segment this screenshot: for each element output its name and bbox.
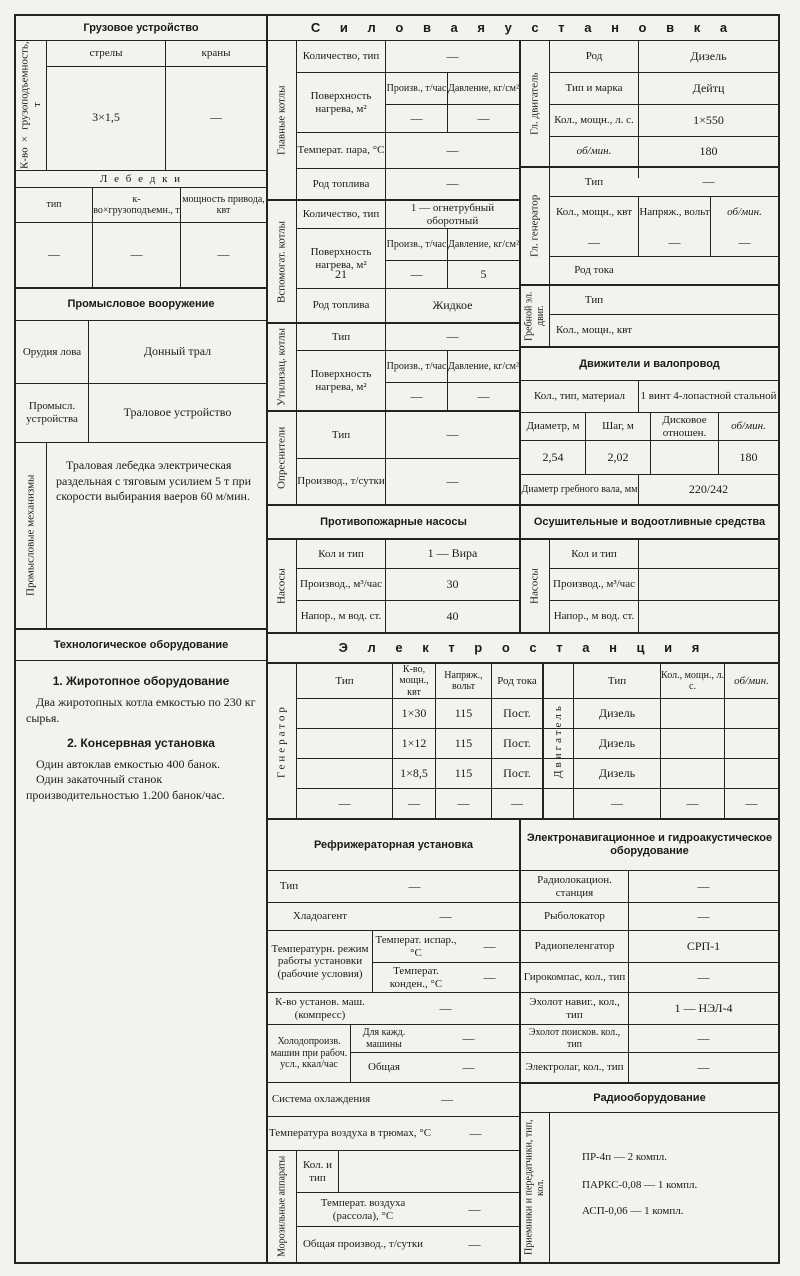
fire-pumps-label: Насосы [275, 568, 288, 604]
es-row2-volt: 115 [454, 735, 473, 750]
tech-heading-2: 2. Консервная установка [67, 736, 215, 750]
desal-prod-value: — [446, 473, 459, 488]
es-eng-rpm-header: об/мин. [734, 674, 769, 687]
winch-type-header: тип [46, 199, 62, 211]
cargo-booms-value: 3×1,5 [92, 110, 120, 125]
ab-qty-label: Количество, тип [302, 208, 380, 221]
mb-temp-label: Температ. пара, °С [297, 144, 385, 157]
winch-power-header: мощность привода, квт [182, 193, 265, 216]
mb-qty-label: Количество, тип [302, 50, 380, 63]
gen-type-label: Тип [584, 175, 604, 188]
refrig-evap-value: — [483, 938, 496, 953]
nav-echo-label: Эхолот навиг., кол., тип [529, 995, 620, 1021]
cargo-title: Грузовое устройство [83, 21, 199, 34]
mb-temp-value: — [446, 142, 459, 157]
es-row2-current: Пост. [503, 735, 531, 750]
fire-head-value: 40 [446, 608, 459, 623]
engine-rpm-value: 180 [699, 143, 718, 158]
ub-press-header: Давление, кг/см² [448, 360, 519, 372]
refrig-hold-value: — [469, 1125, 482, 1140]
util-boilers-label: Утилизац. котлы [275, 327, 288, 407]
refrig-mode-label: Температурн. режим работы установки (рабочие условия) [271, 942, 369, 980]
es-row3-current: Пост. [503, 765, 531, 780]
cargo-cranes-value: — [210, 110, 222, 125]
prop-motor-label: Гребной эл. двиг. [523, 291, 546, 341]
fishing-mech-text: Траловая лебедка электрическая раздельная с тяговым усилием 5 т при скорости выбирания ваеров 60 м/мин. [56, 458, 252, 504]
engine-model-label: Тип и марка [565, 82, 623, 95]
aux-boilers-label: Вспомогат. котлы [275, 220, 288, 303]
es-row1-current: Пост. [503, 705, 531, 720]
winch-type-value: — [48, 247, 60, 262]
nav-fish-label: Рыболокатор [544, 910, 605, 923]
prop-rpm-header: об/мин. [731, 420, 766, 433]
gen-qty-header: Кол., мощн., квт [555, 206, 633, 219]
refrig-each-label: Для кажд. машины [362, 1027, 406, 1050]
es-type-header: Тип [335, 674, 354, 687]
nav-gyro-label: Гирокомпас, кол., тип [523, 971, 626, 984]
ub-surface-label: Поверхность нагрева, м² [310, 367, 372, 393]
refrig-agent-label: Хладоагент [292, 910, 348, 923]
es-row1-engine: Дизель [598, 705, 636, 720]
shaft-diam-label: Диаметр гребного вала, мм [521, 483, 638, 495]
refrig-type-value: — [408, 878, 421, 893]
es-row3-engine: Дизель [598, 765, 636, 780]
es-row4-eqty: — [686, 795, 699, 810]
engine-model-value: Дейтц [692, 80, 725, 95]
winch-qty-header: к-во×грузоподъемн., т [93, 193, 180, 216]
es-eng-type-header: Тип [607, 674, 627, 687]
nav-rdf-value: СРП-1 [686, 938, 721, 953]
gen-rpm-header: об/мин. [727, 206, 762, 219]
prop-qty-value: 1 винт 4-лопастной стальной [640, 390, 777, 403]
power-title: С и л о в а я у с т а н о в к а [310, 19, 736, 35]
mb-prod-value: — [410, 110, 423, 125]
cargo-col-cranes: краны [201, 47, 231, 60]
generator-label: Генератор [275, 704, 288, 778]
refrig-hold-label: Температура воздуха в трюмах, °С [268, 1127, 432, 1140]
fire-prod-value: 30 [446, 576, 459, 591]
fire-prod-label: Производ., м³/час [300, 578, 382, 591]
ab-fuel-value: Жидкое [432, 297, 473, 312]
mb-qty-value: — [446, 48, 459, 63]
prop-rpm-value: 180 [739, 449, 758, 464]
prop-qty-label: Кол., тип, материал [534, 390, 625, 403]
nav-radar-value: — [697, 878, 710, 893]
propulsion-title: Движители и валопровод [579, 357, 720, 370]
nav-echo-value: 1 — НЭЛ-4 [674, 1000, 733, 1015]
fishing-devices-value: Траловое устройство [123, 405, 232, 420]
nav-log-value: — [697, 1059, 710, 1074]
nav-title: Электронавигационное и гидроакустическое оборудование [526, 832, 773, 857]
refrig-evap-label: Температ. испар., °С [375, 933, 457, 959]
engine-power-value: 1×550 [693, 112, 724, 127]
refrig-cond-label: Температ. конден., °С [389, 964, 443, 990]
mb-prod-header: Произв., т/час [386, 82, 447, 94]
es-row4-engine: — [611, 795, 623, 810]
freezer-qty-label: Кол. и тип [302, 1158, 333, 1184]
shaft-diam-value: 220/242 [688, 481, 729, 496]
ub-type-label: Тип [331, 330, 351, 343]
radio-line-1: ПР-4п — 2 компл. [582, 1150, 668, 1163]
fire-qty-label: Кол и тип [318, 547, 364, 560]
refrig-units-value: — [439, 1000, 452, 1015]
fishing-tools-value: Донный трал [143, 344, 212, 359]
winch-power-value: — [217, 247, 230, 262]
freezers-label: Морозильные аппараты [276, 1155, 288, 1258]
ub-prod-value: — [410, 388, 423, 403]
refrig-cond-value: — [483, 969, 496, 984]
refrig-total-value: — [462, 1059, 475, 1074]
electro-title: Э л е к т р о с т а н ц и я [338, 639, 708, 655]
tech-para-1: Два жиротопных котла емкостью по 230 кг сырья. [26, 695, 256, 725]
engine-label: Двигатель [552, 703, 565, 779]
ub-press-value: — [477, 388, 490, 403]
gen-current-label: Род тока [574, 264, 614, 277]
refrig-units-label: К-во установ. маш. (компресс) [275, 995, 365, 1021]
refrig-total-label: Общая [368, 1061, 400, 1074]
main-boilers-label: Главные котлы [275, 85, 288, 155]
prop-diam-header: Диаметр, м [526, 420, 580, 433]
desal-type-label: Тип [331, 428, 351, 441]
ab-qty-value: 1 — огнетрубный оборотный [410, 201, 495, 227]
ab-surface-value: 21 [335, 266, 347, 281]
es-row1-volt: 115 [454, 705, 473, 720]
refrig-agent-value: — [439, 908, 452, 923]
refrig-cooling-label: Система охлаждения [271, 1093, 371, 1106]
cargo-col-booms: стрелы [89, 47, 123, 60]
ab-prod-header: Произв., т/час [386, 238, 447, 250]
es-row3-volt: 115 [454, 765, 473, 780]
es-row3-qty: 1×8,5 [400, 765, 428, 780]
nav-log-label: Электролаг, кол., тип [525, 1061, 624, 1074]
es-row2-qty: 1×12 [401, 735, 427, 750]
main-engine-label: Гл. двигатель [528, 72, 541, 135]
es-row4-erpm: — [745, 795, 758, 810]
prop-motor-qty: Кол., мощн., квт [555, 324, 633, 337]
desal-type-value: — [446, 427, 459, 442]
ab-prod-value: — [410, 266, 423, 281]
es-row1-qty: 1×30 [401, 705, 427, 720]
es-volt-header: Напряж., вольт [444, 669, 483, 692]
drain-head-label: Напор., м вод. ст. [553, 610, 635, 623]
radio-title: Радиооборудование [593, 1091, 706, 1104]
ab-surface-label: Поверхность нагрева, м² [310, 245, 372, 271]
engine-kind-value: Дизель [690, 48, 727, 63]
mb-fuel-value: — [446, 176, 459, 191]
engine-rpm-label: об/мин. [576, 145, 612, 158]
es-row4-qty: — [408, 795, 420, 810]
prop-ratio-header: Дисковое отношен. [662, 413, 707, 439]
mb-press-header: Давление, кг/см² [448, 82, 519, 94]
nav-radar-label: Радиолокацион. станция [537, 873, 612, 899]
es-row4-type: — [338, 795, 351, 810]
tech-para-3: Один закаточный станок производительностью 1.200 банок/час. [26, 772, 225, 802]
prop-pitch-value: 2,02 [607, 449, 629, 464]
nav-echo-search-value: — [697, 1030, 710, 1045]
fishing-tools-label: Орудия лова [22, 345, 82, 358]
refrig-cold-label: Холодопроизв. машин при рабоч. усл., ккал/час [270, 1036, 348, 1071]
fire-pumps-title: Противопожарные насосы [320, 515, 467, 528]
gen-type-value: — [702, 174, 715, 189]
es-row2-engine: Дизель [598, 735, 636, 750]
mb-fuel-label: Род топлива [312, 177, 370, 190]
winch-title: Л е б е д к и [99, 172, 183, 185]
main-generator-label: Гл. генератор [528, 194, 541, 258]
fishing-mech-label: Промысловые механизмы [24, 474, 37, 596]
nav-fish-value: — [697, 908, 710, 923]
es-row4-volt: — [457, 795, 470, 810]
radio-line-2: ПАРКС-0,08 — 1 компл. [582, 1178, 698, 1191]
freezer-prod-value: — [468, 1236, 481, 1251]
engine-kind-label: Род [585, 50, 603, 63]
freezer-temp-label: Температ. воздуха (рассола), °С [320, 1196, 406, 1222]
ub-prod-header: Произв., т/час [386, 360, 447, 372]
tech-heading-1: 1. Жиротопное оборудование [52, 674, 230, 688]
gen-volt-header: Напряж., вольт [639, 206, 710, 219]
prop-diam-value: 2,54 [542, 449, 564, 464]
es-current-header: Род тока [497, 674, 537, 687]
gen-volt-value: — [668, 234, 681, 249]
fishing-devices-label: Промысл. устройства [26, 400, 78, 425]
ab-press-value: 5 [480, 266, 487, 281]
tech-title: Технологическое оборудование [53, 638, 229, 651]
drain-title: Осушительные и водоотливные средства [533, 515, 766, 528]
radio-label: Приемники и передатчики, тип, кол. [523, 1119, 546, 1256]
prop-motor-type: Тип [584, 293, 604, 306]
refrig-cooling-value: — [441, 1091, 453, 1106]
engine-power-label: Кол., мощн., л. с. [554, 114, 634, 127]
gen-qty-value: — [588, 234, 600, 249]
desal-label: Опреснители [275, 426, 288, 490]
mb-surface-label: Поверхность нагрева, м² [310, 89, 372, 115]
freezer-prod-label: Общая производ., т/сутки [302, 1238, 424, 1251]
es-row4-current: — [511, 795, 523, 810]
refrig-title: Рефрижераторная установка [313, 838, 474, 851]
prop-pitch-header: Шаг, м [602, 420, 634, 433]
radio-line-3: АСП-0,06 — 1 компл. [582, 1204, 684, 1217]
drain-qty-label: Кол и тип [571, 547, 617, 560]
desal-prod-label: Производ., т/сутки [297, 475, 385, 488]
tech-para-2: Один автоклав емкостью 400 банок. [36, 757, 221, 771]
mb-press-value: — [477, 110, 490, 125]
nav-rdf-label: Радиопеленгатор [534, 940, 615, 953]
es-qty-header: К-во, мощн., квт [399, 663, 429, 698]
es-eng-qty-header: Кол., мощн., л. с. [661, 669, 724, 692]
refrig-each-value: — [462, 1030, 475, 1045]
fire-qty-value: 1 — Вира [427, 546, 478, 561]
nav-echo-search-label: Эхолот поисков. кол., тип [528, 1027, 621, 1050]
drain-prod-label: Производ., м³/час [553, 578, 635, 591]
ab-press-header: Давление, кг/см² [448, 238, 519, 250]
fire-head-label: Напор., м вод. ст. [300, 610, 382, 623]
winch-qty-value: — [130, 247, 143, 262]
fishing-title: Промысловое вооружение [67, 298, 215, 311]
cargo-row-label: К-во × грузоподъемность, т [18, 41, 43, 169]
nav-gyro-value: — [697, 969, 710, 984]
ub-type-value: — [446, 329, 459, 344]
ab-fuel-label: Род топлива [312, 299, 370, 312]
gen-rpm-value: — [738, 234, 751, 249]
drain-pumps-label: Насосы [528, 568, 541, 604]
refrig-type-label: Тип [279, 880, 299, 893]
freezer-temp-value: — [468, 1201, 481, 1216]
